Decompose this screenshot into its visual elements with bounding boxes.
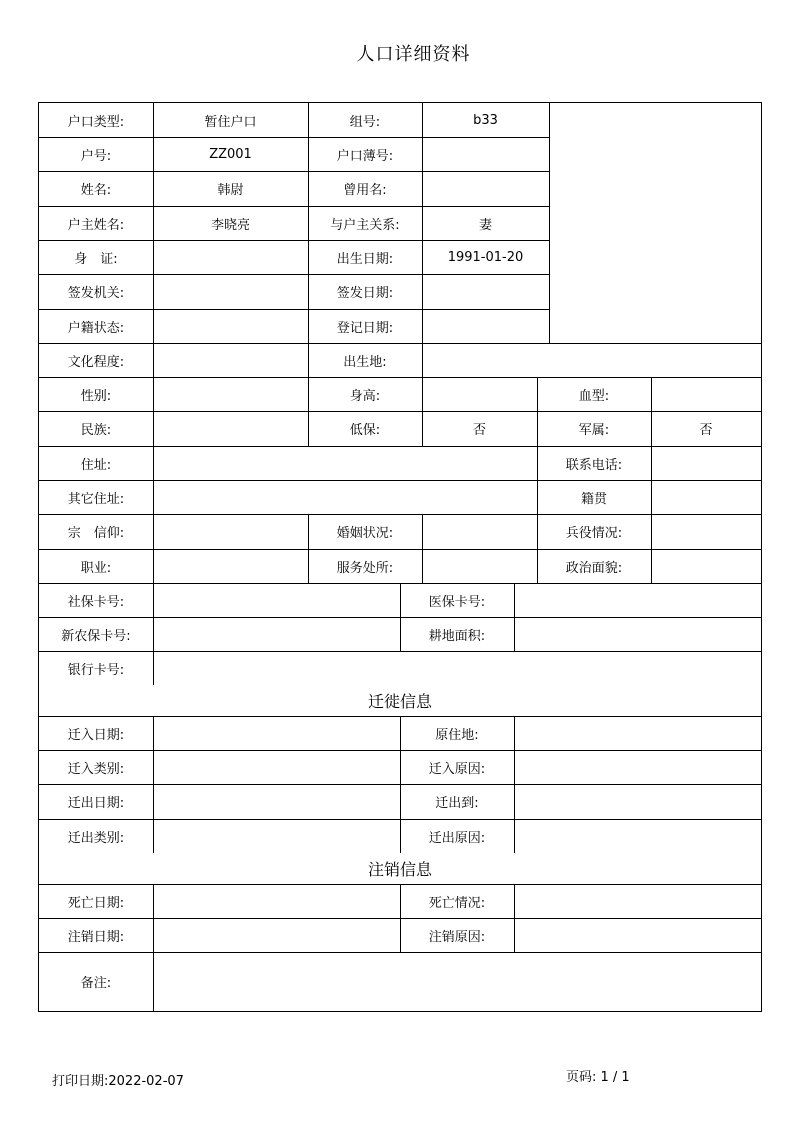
move-out-type-label: 迁出类别: (67, 830, 125, 846)
move-in-type-value (153, 750, 400, 784)
head-name-value: 李晓亮 (210, 217, 250, 233)
move-out-reason-value (514, 819, 761, 853)
move-in-type-label: 迁入类别: (67, 761, 125, 777)
move-out-to-value (514, 784, 761, 819)
service-place-label: 服务处所: (336, 560, 394, 576)
farmland-area-value (514, 617, 761, 651)
head-name-label: 户主姓名: (67, 217, 125, 233)
name-label: 姓名: (80, 183, 112, 198)
gender-value (153, 377, 308, 411)
cancellation-section-heading: 注销信息 (39, 853, 761, 884)
low-income-label: 低保: (349, 423, 381, 438)
native-place-label: 籍贯 (580, 491, 607, 507)
page-title: 人口详细资料 (356, 44, 471, 65)
print-date: 打印日期:2022-02-07 (52, 1074, 184, 1089)
register-book-no-value (422, 137, 549, 171)
religion-value (153, 514, 308, 549)
cancel-date-label: 注销日期: (67, 929, 125, 945)
bank-card-label: 银行卡号: (67, 662, 125, 678)
height-label: 身高: (349, 388, 381, 404)
phone-value (651, 446, 761, 480)
social-security-card-value (153, 583, 400, 617)
medical-card-label: 医保卡号: (428, 594, 486, 610)
occupation-label: 职业: (80, 560, 112, 576)
household-no-label: 户号: (80, 148, 112, 164)
issuing-authority-value (153, 274, 308, 309)
cancel-date-value (153, 918, 400, 952)
issue-date-value (422, 274, 549, 309)
remarks-label: 备注: (80, 976, 112, 991)
birth-date-label: 出生日期: (336, 251, 394, 267)
id-card-value (153, 240, 308, 274)
political-status-label: 政治面貌: (565, 560, 623, 576)
household-no-value: ZZ001 (209, 146, 252, 162)
height-value (422, 377, 537, 411)
low-income-value: 否 (472, 423, 486, 438)
group-no-value: b33 (473, 112, 498, 128)
ethnicity-value (153, 411, 308, 446)
birth-date-value: 1991-01-20 (447, 249, 524, 265)
education-label: 文化程度: (67, 354, 125, 370)
rural-insurance-card-value (153, 617, 400, 651)
move-out-date-label: 迁出日期: (67, 796, 125, 811)
hukou-type-label: 户口类型: (67, 114, 125, 130)
occupation-value (153, 549, 308, 583)
education-value (153, 343, 308, 377)
marital-status-value (422, 514, 537, 549)
former-name-label: 曾用名: (343, 183, 387, 198)
farmland-area-label: 耕地面积: (428, 628, 486, 644)
original-address-value (514, 716, 761, 750)
political-status-value (651, 549, 761, 583)
address-label: 住址: (80, 457, 112, 473)
register-date-value (422, 309, 549, 343)
other-address-value (153, 480, 537, 514)
military-service-label: 兵役情况: (565, 526, 623, 541)
migration-section-heading: 迁徙信息 (39, 685, 761, 716)
birthplace-label: 出生地: (343, 354, 387, 370)
move-in-reason-value (514, 750, 761, 784)
move-out-reason-label: 迁出原因: (428, 830, 486, 846)
photo-area (549, 103, 761, 343)
military-service-value (651, 514, 761, 549)
move-out-date-value (153, 784, 400, 819)
native-place-value (651, 480, 761, 514)
blood-type-label: 血型: (578, 388, 610, 404)
social-security-card-label: 社保卡号: (67, 594, 125, 610)
id-card-label: 身 证: (74, 251, 118, 267)
registry-status-value (153, 309, 308, 343)
blood-type-value (651, 377, 761, 411)
cancel-reason-label: 注销原因: (428, 929, 486, 945)
phone-label: 联系电话: (565, 457, 623, 473)
register-book-no-label: 户口薄号: (336, 148, 394, 164)
original-address-label: 原住地: (435, 727, 479, 743)
service-place-value (422, 549, 537, 583)
address-value (153, 446, 537, 480)
religion-label: 宗 信仰: (67, 526, 125, 541)
name-value: 韩尉 (217, 183, 244, 198)
death-situation-value (514, 884, 761, 918)
move-in-date-value (153, 716, 400, 750)
issuing-authority-label: 签发机关: (67, 286, 125, 301)
military-family-label: 军属: (578, 423, 610, 438)
hukou-type-value: 暂住户口 (204, 114, 257, 130)
birthplace-value (422, 343, 761, 377)
cancel-reason-value (514, 918, 761, 952)
bank-card-value (153, 651, 761, 685)
move-out-type-value (153, 819, 400, 853)
registry-status-label: 户籍状态: (67, 320, 125, 336)
household-detail-table (38, 102, 762, 1012)
medical-card-value (514, 583, 761, 617)
military-family-value: 否 (699, 423, 713, 438)
rural-insurance-card-label: 新农保卡号: (61, 628, 131, 644)
move-in-reason-label: 迁入原因: (428, 761, 486, 777)
group-no-label: 组号: (349, 114, 381, 130)
death-situation-label: 死亡情况: (428, 895, 486, 911)
death-date-label: 死亡日期: (67, 895, 125, 911)
former-name-value (422, 171, 549, 206)
gender-label: 性别: (80, 388, 112, 404)
remarks-value (153, 952, 761, 1011)
move-out-to-label: 迁出到: (435, 796, 479, 811)
move-in-date-label: 迁入日期: (67, 727, 125, 743)
death-date-value (153, 884, 400, 918)
other-address-label: 其它住址: (67, 491, 125, 507)
marital-status-label: 婚姻状况: (336, 526, 394, 541)
ethnicity-label: 民族: (80, 423, 112, 438)
page-number: 页码: 1 / 1 (566, 1070, 630, 1085)
relation-to-head-label: 与户主关系: (330, 217, 400, 233)
relation-to-head-value: 妻 (478, 217, 492, 233)
issue-date-label: 签发日期: (336, 286, 394, 301)
register-date-label: 登记日期: (336, 320, 394, 336)
